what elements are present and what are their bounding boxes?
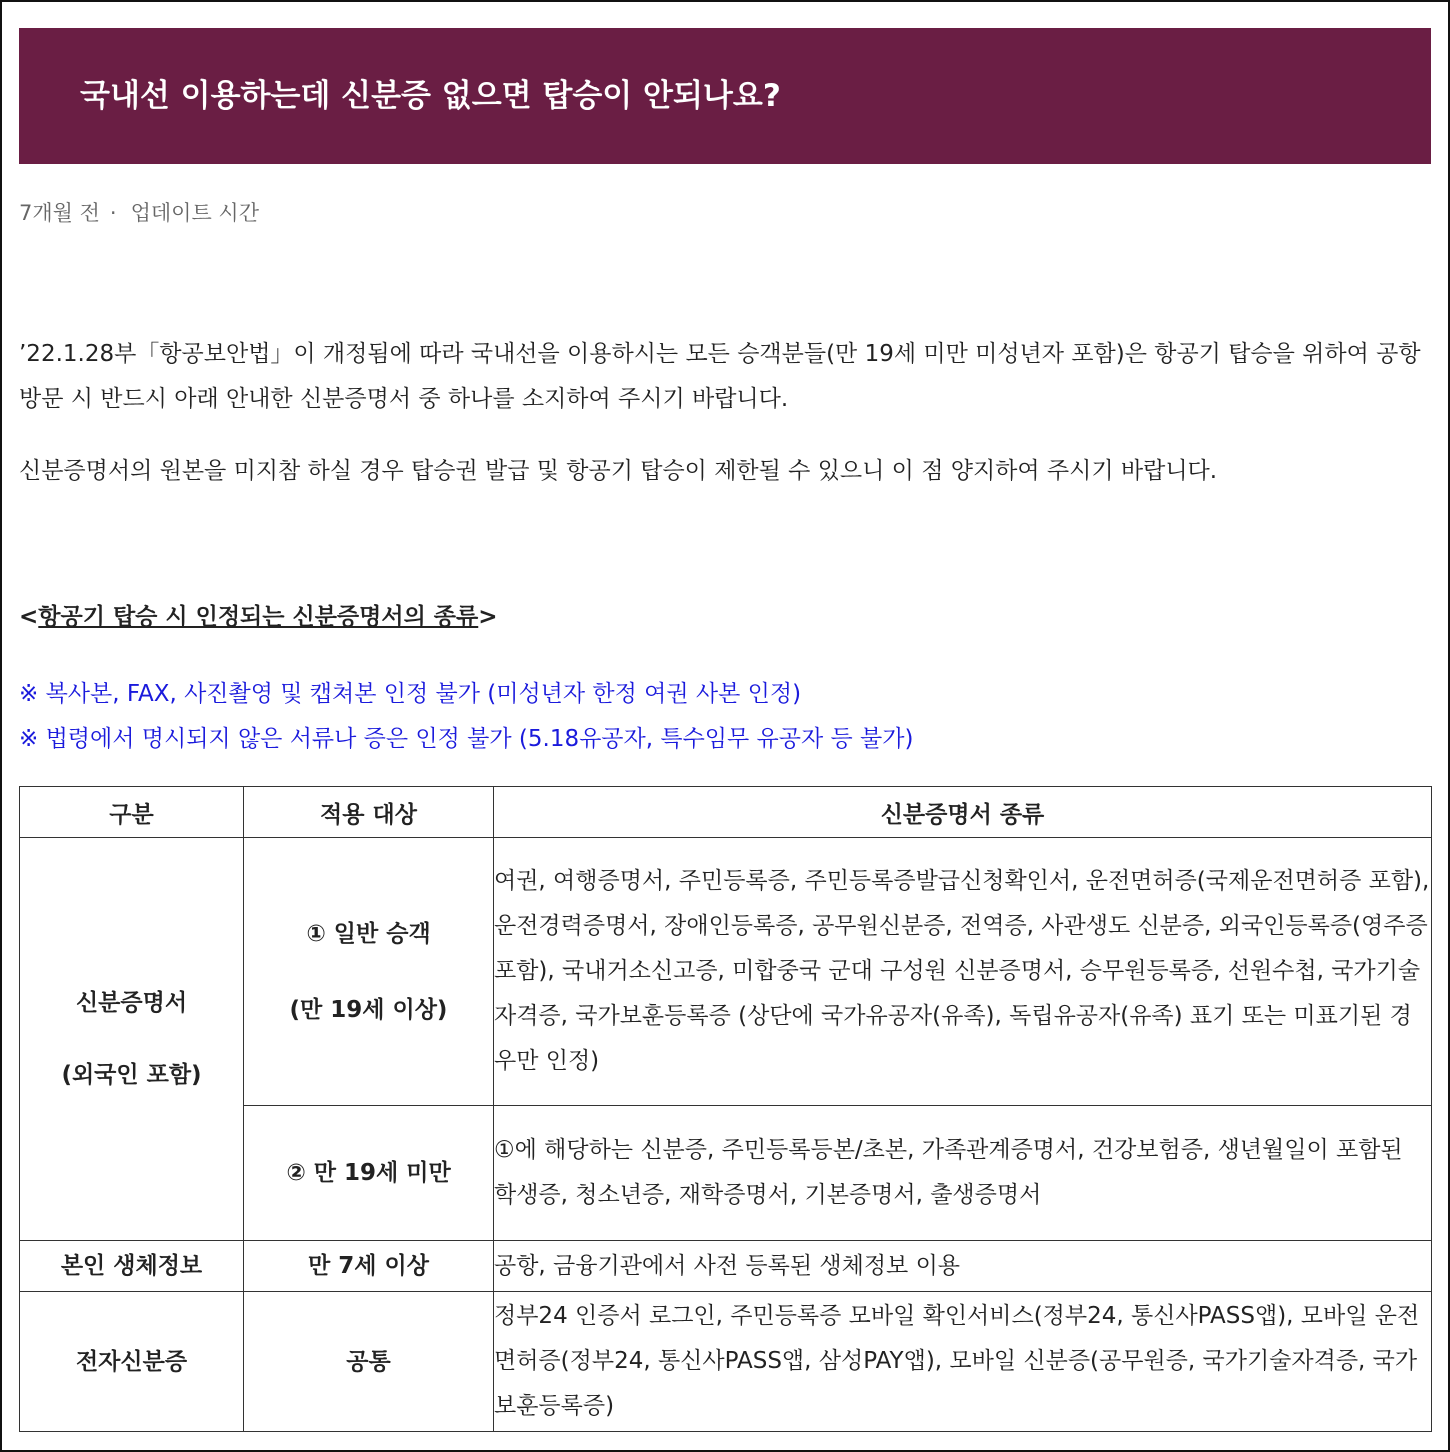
article-header [19, 28, 1431, 164]
section-title [19, 598, 498, 631]
target-electronic: 공통 [244, 1292, 494, 1432]
posted-age: 7개월 전 [19, 201, 100, 225]
intro-paragraph: ’22.1.28부「항공보안법」이 개정됨에 따라 국내선을 이용하시는 모든 승객분들(만 19세 미만 미성년자 포함)은 항공기 탑승을 위하여 공항 방문 시 반드시 아래 안내한 신분증명서 중 하나를 소지하여 주시기 바랍니다. [19, 341, 1421, 412]
docs-biometric: 공항, 금융기관에서 사전 등록된 생체정보 이용 [494, 1241, 1432, 1292]
target-minor: ② 만 19세 미만 [244, 1106, 494, 1241]
category-electronic: 전자신분증 [20, 1292, 244, 1432]
category-id-doc-line2: (외국인 포함) [61, 1062, 202, 1088]
category-id-doc-line1: 신분증명서 [75, 990, 188, 1016]
note-copy-not-accepted: ※ 복사본, FAX, 사진촬영 및 캡쳐본 인정 불가 (미성년자 한정 여권 사본 인정) [19, 681, 802, 707]
header-category: 구분 [20, 787, 244, 838]
docs-minor: ①에 해당하는 신분증, 주민등록등본/초본, 가족관계증명서, 건강보험증, 생년월일이 포함된 학생증, 청소년증, 재학증명서, 기본증명서, 출생증명서 [494, 1106, 1432, 1241]
article-title: 국내선 이용하는데 신분증 없으면 탑승이 안되나요? [80, 78, 781, 114]
warning-paragraph: 신분증명서의 원본을 미지참 하실 경우 탑승권 발급 및 항공기 탑승이 제한될 수 있으니 이 점 양지하여 주시기 바랍니다. [19, 458, 1218, 484]
updated-label: 업데이트 시간 [130, 201, 259, 225]
target-general-line1: ① 일반 승객 [306, 920, 431, 947]
target-general [244, 838, 494, 1106]
docs-general: 여권, 여행증명서, 주민등록증, 주민등록증발급신청확인서, 운전면허증(국제운전면허증 포함), 운전경력증명서, 장애인등록증, 공무원신분증, 전역증, 사관생도 신분증, 외국인등록증(영주증 포함), 국내거소신고증, 미합중국 군대 구성원 신분증명서, 승무원등록증, 선원수첩, 국가기술자격증, 국가보훈등록증 (상단에 국가유공자(유족), 독립유공자(유족) 표기 또는 미표기된 경우만 인정) [494, 838, 1432, 1106]
target-general-line2: (만 19세 이상) [289, 996, 448, 1023]
docs-electronic: 정부24 인증서 로그인, 주민등록증 모바일 확인서비스(정부24, 통신사PASS앱), 모바일 운전면허증(정부24, 통신사PASS앱, 삼성PAY앱), 모바일 신분증(공무원증, 국가기술자격증, 국가보훈등록증) [494, 1292, 1432, 1432]
note-unlisted-not-accepted: ※ 법령에서 명시되지 않은 서류나 증은 인정 불가 (5.18유공자, 특수임무 유공자 등 불가) [19, 726, 914, 752]
table-row [20, 838, 1432, 1106]
category-id-doc [20, 838, 244, 1241]
category-biometric: 본인 생체정보 [20, 1241, 244, 1292]
table-row [20, 1292, 1432, 1432]
header-target: 적용 대상 [244, 787, 494, 838]
header-doc-types: 신분증명서 종류 [494, 787, 1432, 838]
section-title-open: < [19, 604, 39, 630]
section-title-close: > [478, 604, 498, 630]
section-title-text: 항공기 탑승 시 인정되는 신분증명서의 종류 [38, 604, 479, 630]
table-header-row [20, 787, 1432, 838]
meta-separator: · [109, 201, 117, 225]
id-types-table [19, 786, 1432, 1432]
table-row [20, 1241, 1432, 1292]
article-meta [19, 197, 259, 227]
target-biometric: 만 7세 이상 [244, 1241, 494, 1292]
